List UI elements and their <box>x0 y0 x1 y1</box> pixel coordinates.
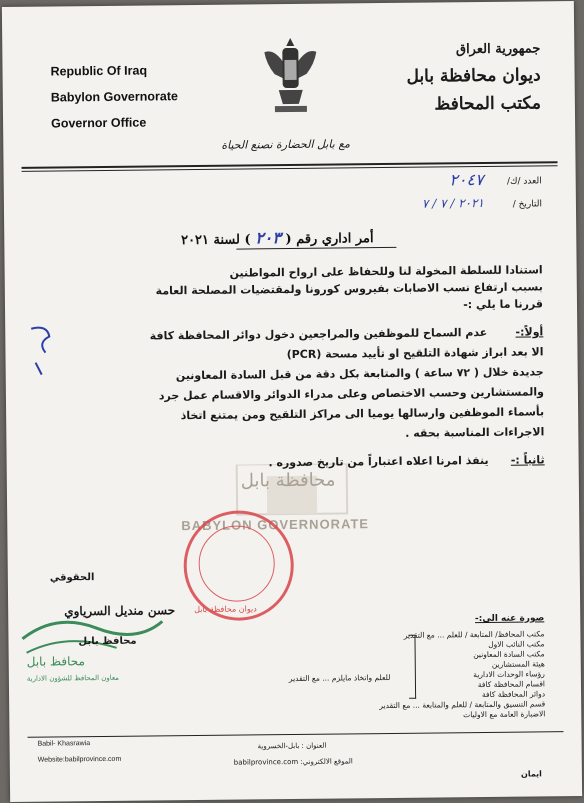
order-title <box>152 227 402 249</box>
header-en-country: Republic Of Iraq <box>50 63 148 79</box>
watermark-en: BABYLON GOVERNORATE <box>181 516 370 534</box>
copies-note: للعلم واتخاذ مايلزم ... مع التقدير <box>288 672 391 684</box>
copies-item-1: مكتب المحافظ/ المتابعة / للعلم ... مع التقدير <box>403 629 545 640</box>
second-label: ثانياً :- <box>510 453 545 467</box>
order-title-prefix: أمر اداري رقم ( <box>285 231 374 248</box>
order-title-suffix: ) لسنة ٢٠٢١ <box>180 232 251 249</box>
header-ar-country: جمهورية العراق <box>455 41 541 58</box>
copies-item-9: الاضبارة العامة مع الاوليات <box>463 709 546 720</box>
date-value: ٢٠٢١ / ٧ / ٧ <box>421 195 485 211</box>
document-page <box>2 1 582 802</box>
copies-bracket <box>408 635 416 699</box>
pen-mark-icon <box>27 322 62 382</box>
first-line-4: والمستشارين وحسب الاختصاص وعلى مدراء الدوائر والاقسام عمل جرد <box>158 385 544 403</box>
red-stamp-text: ديوان محافظة بابل <box>194 604 257 615</box>
footer-ar-site: الموقع الالكتروني: babilprovince.com <box>233 757 353 767</box>
second-text: ينفذ امرنا اعلاه اعتباراً من تاريخ صدوره . <box>268 453 489 470</box>
header-ar-office: مكتب المحافظ <box>434 93 541 115</box>
first-line-1: عدم السماح للموظفين والمراجعين دخول دوائر المحافظة كافة <box>149 325 488 343</box>
footer-en-place: Babil- Khasrawia <box>37 740 91 748</box>
footer-en-site: Website:babilprovince.com <box>37 755 122 764</box>
first-line-5: بأسماء الموظفين وارسالها يوميا الى مراكز التلقيح ومن يمتنع اتخاذ <box>180 405 545 423</box>
header-en-governorate: Babylon Governorate <box>50 89 178 105</box>
header-slogan: مع بابل الحضارة نصنع الحياة <box>221 137 351 152</box>
signature-name: حسن منديل السرياوي <box>64 603 176 619</box>
signature-role: محافظ بابل <box>78 635 137 648</box>
signature-dept: الحقوقي <box>49 572 95 584</box>
intro-line-3: قررنا ما يلي :- <box>463 297 544 312</box>
copies-item-3: مكتب السادة المعاونين <box>473 649 545 660</box>
footer-ar-address: العنوان : بابل-الخسروية <box>257 741 327 751</box>
header-en-office: Governor Office <box>51 115 147 131</box>
order-title-number: ٢٠٣ <box>255 228 282 248</box>
copies-item-5: رؤساء الوحدات الادارية <box>473 669 545 680</box>
copies-item-4: هيئة المستشارين <box>491 659 545 669</box>
copies-heading: صورة عنه الى:- <box>474 613 545 625</box>
first-label: أولاً:- <box>515 325 544 339</box>
date-label: التاريخ / <box>512 199 543 210</box>
first-line-6: الاجراءات المناسبة بحقه . <box>405 425 545 440</box>
official-red-stamp-inner <box>198 525 275 602</box>
copies-item-7: دوائر المحافظة كافة <box>481 689 546 700</box>
copies-item-6: اقسام المحافظة كافة <box>477 679 546 690</box>
number-value: ٢٠٤٧ <box>449 169 484 190</box>
number-label: العدد /ك/ <box>506 176 542 187</box>
footer-rule <box>27 731 563 738</box>
first-line-3: جديدة خلال ( ٧٢ ساعة ) والمتابعة بكل دقة من قبل السادة المعاونين <box>175 365 544 383</box>
copies-item-8: قسم التنسيق والمتابعة / للعلم والمتابعة ... مع التقدير <box>379 699 546 711</box>
green-stamp-line-2: معاون المحافظ للشؤون الادارية <box>26 673 120 683</box>
intro-line-2: بسبب ارتفاع نسب الاصابات بفيروس كورونا ولمقتضيات المصلحة العامة <box>155 280 543 298</box>
first-line-2: الا بعد ابراز شهادة التلقيح او تأييد مسحة (PCR) <box>286 345 544 362</box>
intro-line-1: استنادا للسلطة المخولة لنا وللحفاظ على ارواح المواطنين <box>229 263 543 280</box>
iraq-eagle-emblem-icon <box>260 34 321 121</box>
copies-item-2: مكتب النائب الاول <box>488 639 545 649</box>
green-stamp-line-1: محافظ بابل <box>26 654 85 669</box>
footer-initials: ايمان <box>520 769 542 779</box>
header-ar-governorate: ديوان محافظة بابل <box>406 65 541 87</box>
watermark-ar: محافظة بابل <box>240 469 336 492</box>
